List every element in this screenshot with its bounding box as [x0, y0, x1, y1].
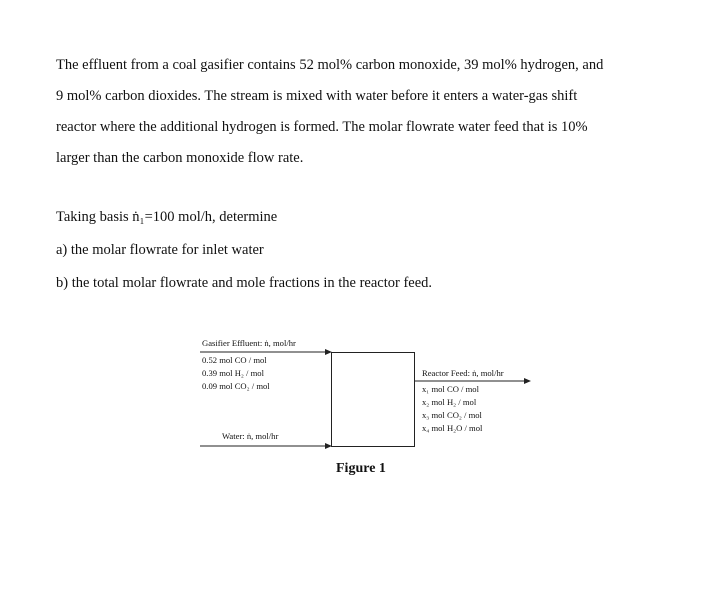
gasifier-effluent-label: Gasifier Effluent: ṅ, mol/hr — [202, 338, 296, 348]
problem-line: reactor where the additional hydrogen is formed. The molar flowrate water feed that is 10% — [56, 119, 588, 135]
reactor-feed-label: Reactor Feed: ṅ, mol/hr — [422, 368, 504, 378]
figure-caption: Figure 1 — [336, 461, 386, 476]
water-label: Water: ṅ, mol/hr — [222, 431, 279, 441]
reactor-comp-h2o: x₄ mol H₂O / mol — [422, 423, 483, 433]
question-a: a) the molar flowrate for inlet water — [56, 242, 264, 258]
problem-line: 9 mol% carbon dioxides. The stream is mixed with water before it enters a water-gas shift — [56, 88, 578, 104]
reactor-comp-h2: x₂ mol H₂ / mol — [422, 397, 477, 407]
gasifier-comp-h2: 0.39 mol H₂ / mol — [202, 368, 264, 378]
problem-line: The effluent from a coal gasifier contains 52 mol% carbon monoxide, 39 mol% hydrogen, and — [56, 57, 604, 73]
reactor-comp-co: x₁ mol CO / mol — [422, 384, 479, 394]
basis-line: Taking basis ṅ₁=100 mol/h, determine — [56, 209, 278, 225]
mixer-box — [331, 352, 415, 447]
gasifier-comp-co: 0.52 mol CO / mol — [202, 355, 267, 365]
problem-line: larger than the carbon monoxide flow rate. — [56, 150, 304, 166]
question-b: b) the total molar flowrate and mole fractions in the reactor feed. — [56, 275, 433, 291]
reactor-comp-co2: x₃ mol CO₂ / mol — [422, 410, 482, 420]
gasifier-comp-co2: 0.09 mol CO₂ / mol — [202, 381, 270, 391]
